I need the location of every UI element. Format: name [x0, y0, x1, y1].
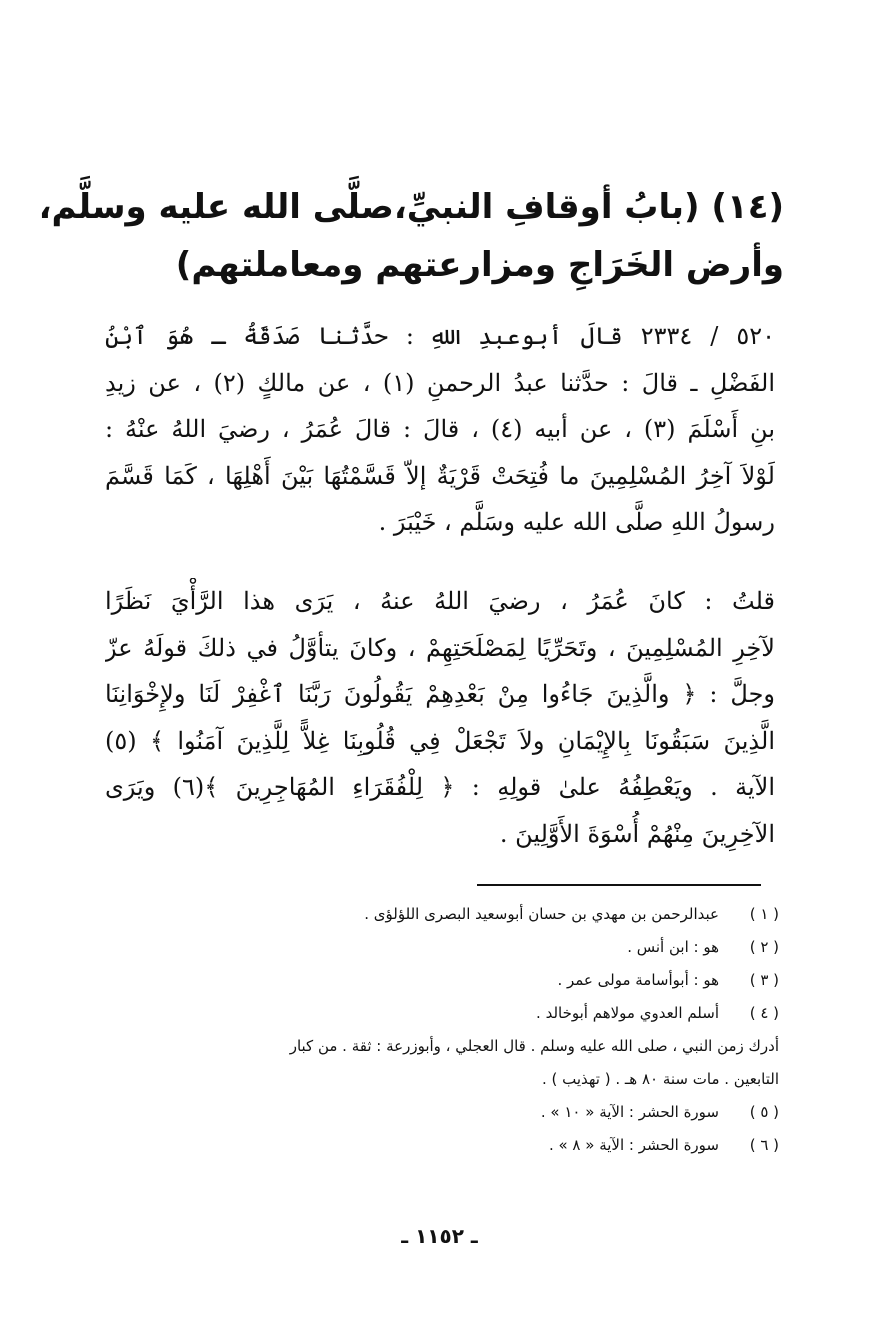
hadith-paragraph	[105, 313, 775, 546]
chapter-title-line-2: وأرض الخَرَاجِ ومزارعتهم ومعاملتهم)	[175, 245, 784, 285]
footnote-text: سورة الحشر : الآية « ٨ » .	[548, 1136, 719, 1154]
text-line: ٥٢٠ / ٢٣٣٤ قالَ أبوعبدِ اللهِ : حدَّثنا صَدَقَةُ ـ هُوَ ٱبْنُ	[105, 322, 775, 350]
footnote-number: ( ٦ )	[749, 1136, 779, 1154]
footnote-divider	[477, 884, 761, 886]
footnote-continuation: أدرك زمن النبي ، صلى الله عليه وسلم . قال العجلي ، وأبوزرعة : ثقة . من كبار	[289, 1037, 779, 1055]
footnote-item	[89, 997, 779, 1096]
text-line: الآية . ويَعْطِفُهُ علىٰ قولِهِ : ﴿ لِلْفُقَرَاءِ المُهَاجِرِينَ ﴾(٦) ويَرَى	[105, 773, 775, 801]
footnotes-list	[89, 898, 779, 1162]
footnote-continuation: التابعين . مات سنة ٨٠ هـ . ( تهذيب ) .	[541, 1070, 779, 1088]
footnote-number: ( ١ )	[749, 905, 779, 923]
text-line: الآخِرِينَ مِنْهُمْ أُسْوَةَ الأَوَّلِينَ .	[499, 819, 775, 848]
footnote-number: ( ٣ )	[749, 971, 779, 989]
chapter-title	[38, 178, 784, 294]
footnote-text: سورة الحشر : الآية « ١٠ » .	[540, 1103, 719, 1121]
text-line: رسولُ اللهِ صلَّى الله عليه وسَلَّم ، خَيْبَرَ .	[378, 508, 775, 536]
footnote-text: أسلم العدوي مولاهم أبوخالد .	[536, 1004, 719, 1022]
page-number: ـ ١١٥٢ ـ	[401, 1224, 478, 1248]
footnote-text: هو : ابن أنس .	[627, 938, 719, 956]
footnote-item	[89, 964, 779, 997]
text-line: وجلَّ : ﴿ والَّذِينَ جَاءُوا مِنْ بَعْدِهِمْ يَقُولُونَ رَبَّنَا ٱغْفِرْ لَنَا ولإِخْوَانِنَا	[105, 680, 775, 708]
text-line: لآخِرِ المُسْلِمِينَ ، وتَحَرِّيًا لِمَصْلَحَتِهِمْ ، وكانَ يتأوَّلُ في ذلكَ قولَهُ عزّ	[105, 633, 775, 662]
chapter-title-line-1: (١٤) (بابُ أوقافِ النبيِّ،صلَّى الله عليه وسلَّم،	[38, 187, 784, 227]
footnote-text: عبدالرحمن بن مهدي بن حسان أبوسعيد البصرى اللؤلؤى .	[364, 905, 719, 923]
footnote-item	[89, 1129, 779, 1162]
text-line: الفَضْلِ ـ قالَ : حدَّثنا عبدُ الرحمنِ (١) ، عن مالكٍ (٢) ، عن زيدِ	[105, 368, 775, 397]
text-line: الَّذِينَ سَبَقُونَا بِالإِيْمَانِ ولاَ تَجْعَلْ فِي قُلُوبِنَا غِلاًّ لِلَّذِينَ آمَنُوا ﴾ (٥)	[105, 726, 775, 755]
footnote-text-block	[89, 997, 779, 1096]
footnote-number: ( ٥ )	[749, 1103, 779, 1121]
text-line: قلتُ : كانَ عُمَرُ ، رضيَ اللهُ عنهُ ، يَرَى هذا الرَّأْيَ نَظَرًا	[105, 587, 775, 615]
text-line: بنِ أَسْلَمَ (٣) ، عن أبيه (٤) ، قالَ : قالَ عُمَرُ ، رضيَ اللهُ عنْهُ :	[105, 415, 775, 443]
commentary-paragraph	[105, 578, 775, 857]
footnote-item	[89, 898, 779, 931]
footnote-item	[89, 1096, 779, 1129]
footnote-text: هو : أبوأسامة مولى عمر .	[557, 971, 719, 989]
footnote-number: ( ٤ )	[749, 1004, 779, 1022]
footnote-number: ( ٢ )	[749, 938, 779, 956]
footnote-item	[89, 931, 779, 964]
text-line: لَوْلاَ آخِرُ المُسْلِمِينَ ما فُتِحَتْ قَرْيَةٌ إلاّ قَسَّمْتُهَا بَيْنَ أَهْلِهَا ، كَمَا قَسَّمَ	[105, 461, 775, 490]
